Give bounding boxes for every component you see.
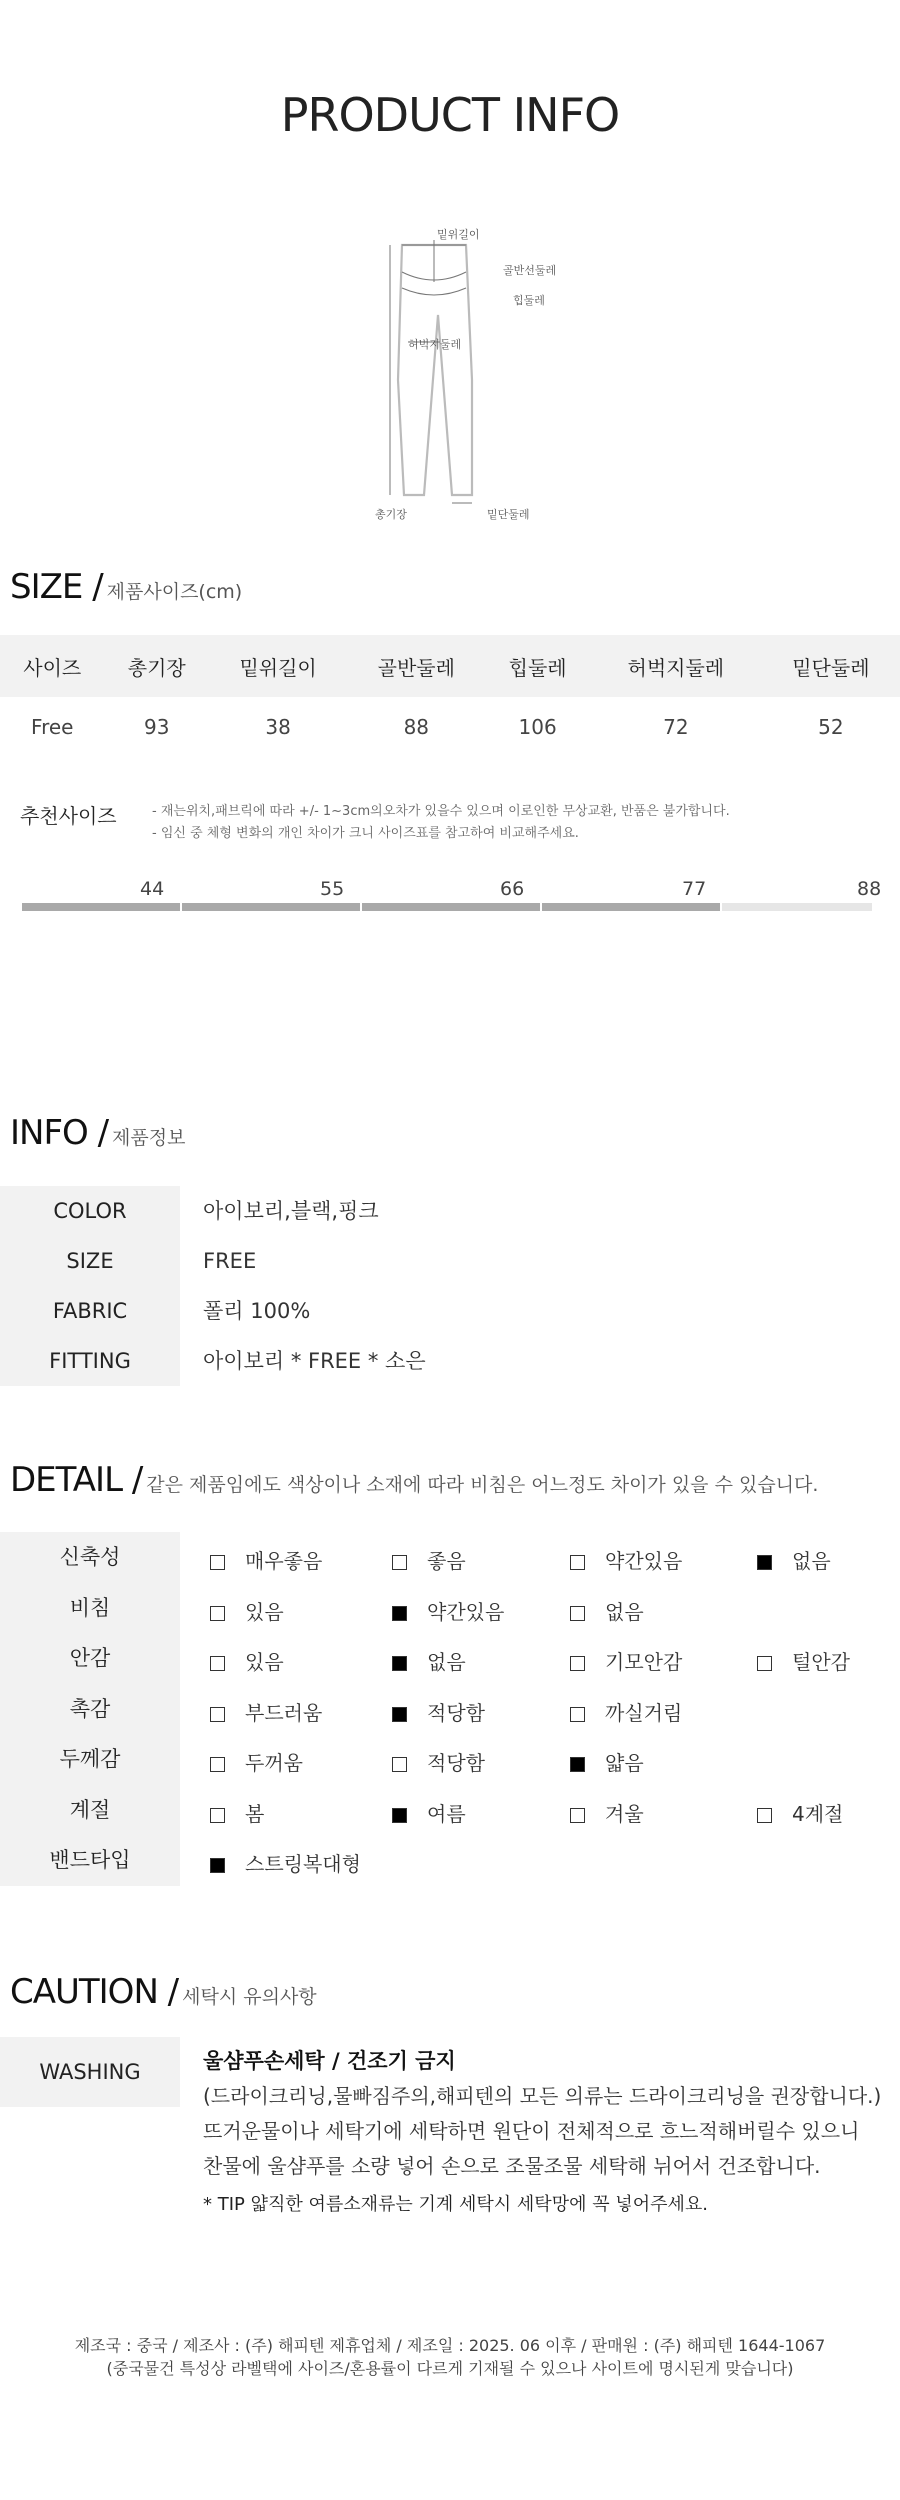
unchecked-box-icon: [570, 1808, 585, 1823]
detail-option-label: 겨울: [605, 1801, 644, 1826]
detail-key: 계절: [0, 1785, 180, 1836]
detail-option: [757, 1798, 843, 1827]
unchecked-box-icon: [210, 1606, 225, 1621]
detail-option-label: 약간있음: [427, 1599, 505, 1624]
detail-option: [210, 1747, 303, 1776]
washing-label: WASHING: [0, 2037, 180, 2107]
detail-option: [210, 1848, 361, 1877]
diagram-label-waist: 밑위길이: [437, 228, 480, 241]
detail-option: [570, 1747, 644, 1776]
detail-key: 비침: [0, 1583, 180, 1634]
size-cell: 38: [265, 715, 291, 739]
diagram-label-thigh: 허벅지둘레: [408, 338, 462, 351]
checked-box-icon: [757, 1555, 772, 1570]
detail-key: 촉감: [0, 1684, 180, 1735]
size-scale-label: 88: [857, 878, 882, 900]
info-row: [0, 1336, 900, 1386]
detail-option-label: 있음: [245, 1599, 284, 1624]
size-scale-label: 55: [320, 878, 345, 900]
info-key: COLOR: [0, 1186, 180, 1236]
info-value: 폴리 100%: [203, 1299, 311, 1323]
checked-box-icon: [570, 1757, 585, 1772]
checked-box-icon: [392, 1656, 407, 1671]
detail-key: 두께감: [0, 1734, 180, 1785]
detail-option: [570, 1697, 682, 1726]
unchecked-box-icon: [392, 1555, 407, 1570]
detail-option: [570, 1646, 682, 1675]
detail-option: [392, 1697, 485, 1726]
footer-manufacturer: 제조국 : 중국 / 제조사 : (주) 해피텐 제휴업체 / 제조일 : 2025. 06 이후 / 판매원 : (주) 해피텐 1644-1067: [74, 2336, 826, 2355]
unchecked-box-icon: [210, 1656, 225, 1671]
detail-option: [392, 1545, 466, 1574]
detail-option-label: 털안감: [792, 1650, 850, 1674]
size-header-cell: 밑단둘레: [762, 635, 900, 697]
size-header-cell: 밑위길이: [209, 635, 347, 697]
detail-option-label: 얇음: [605, 1751, 644, 1775]
size-cell: 93: [144, 715, 170, 739]
detail-option: [570, 1798, 644, 1827]
unchecked-box-icon: [392, 1757, 407, 1772]
detail-option-label: 없음: [605, 1599, 644, 1624]
detail-option: [570, 1596, 644, 1625]
checked-box-icon: [392, 1606, 407, 1621]
detail-option: [210, 1646, 284, 1675]
size-scale-label: 66: [500, 878, 525, 900]
detail-option-label: 두꺼움: [245, 1751, 303, 1775]
size-scale-segment: [362, 903, 540, 911]
detail-option-label: 스트링복대형: [245, 1852, 361, 1876]
detail-option: [210, 1596, 284, 1625]
caution-line-4: 찬물에 울샴푸를 소량 넣어 손으로 조물조물 세탁해 뉘어서 건조합니다.: [203, 2154, 821, 2178]
size-row: [0, 697, 900, 757]
detail-option-label: 봄: [245, 1801, 265, 1826]
footer-note: (중국물건 특성상 라벨택에 사이즈/혼용률이 다르게 기재될 수 있으나 사이트에 명시된게 맞습니다): [106, 2359, 794, 2378]
unchecked-box-icon: [757, 1808, 772, 1823]
info-value: FREE: [203, 1249, 257, 1273]
size-cell: 72: [663, 715, 689, 739]
detail-option-label: 기모안감: [605, 1650, 683, 1674]
size-header-cell: 허벅지둘레: [590, 635, 762, 697]
info-key: FITTING: [0, 1336, 180, 1386]
info-row: [0, 1186, 900, 1236]
detail-option-label: 좋음: [427, 1549, 466, 1573]
size-scale-segment: [22, 903, 180, 911]
caution-line-1: 울샴푸손세탁 / 건조기 금지: [203, 2049, 456, 2073]
size-cell: 106: [518, 715, 557, 739]
checked-box-icon: [210, 1858, 225, 1873]
detail-option: [210, 1545, 322, 1574]
unchecked-box-icon: [757, 1656, 772, 1671]
detail-option-label: 부드러움: [245, 1700, 323, 1725]
unchecked-box-icon: [570, 1707, 585, 1722]
detail-option: [757, 1545, 831, 1574]
detail-option: [210, 1697, 322, 1726]
unchecked-box-icon: [570, 1555, 585, 1570]
unchecked-box-icon: [210, 1555, 225, 1570]
detail-key: 밴드타입: [0, 1835, 180, 1886]
diagram-label-pelvis: 골반선둘레: [503, 264, 557, 277]
caution-line-3: 뜨거운물이나 세탁기에 세탁하면 원단이 전체적으로 흐느적해버릴수 있으니: [203, 2119, 860, 2143]
size-scale-segment: [182, 903, 360, 911]
info-row: [0, 1236, 900, 1286]
detail-option-label: 있음: [245, 1650, 284, 1674]
size-table: [0, 635, 900, 757]
diagram-label-length: 총기장: [375, 508, 407, 521]
caution-line-2: (드라이크리닝,물빠짐주의,해피텐의 모든 의류는 드라이크리닝을 권장합니다.): [203, 2084, 882, 2108]
detail-option: [392, 1798, 466, 1827]
detail-option-label: 까실거림: [605, 1700, 683, 1725]
page-title: PRODUCT INFO: [280, 88, 620, 142]
size-scale-segment: [542, 903, 720, 911]
size-cell: Free: [31, 715, 74, 739]
size-note-2: - 임신 중 체형 변화의 개인 차이가 크니 사이즈표를 참고하여 비교해주세요.: [152, 826, 579, 841]
diagram-label-hem: 밑단둘레: [487, 508, 530, 521]
recommend-size-label: 추천사이즈: [20, 804, 117, 828]
size-scale-label: 77: [682, 878, 707, 900]
size-cell: 52: [818, 715, 844, 739]
size-cell: 88: [403, 715, 430, 739]
detail-option-label: 없음: [792, 1549, 831, 1573]
unchecked-box-icon: [210, 1808, 225, 1823]
detail-option: [757, 1646, 850, 1675]
unchecked-box-icon: [210, 1757, 225, 1772]
unchecked-box-icon: [570, 1656, 585, 1671]
detail-option: [392, 1646, 466, 1675]
size-header-cell: 힙둘레: [485, 635, 590, 697]
detail-option-label: 매우좋음: [245, 1549, 323, 1573]
checked-box-icon: [392, 1808, 407, 1823]
detail-heading: DETAIL / 같은 제품임에도 색상이나 소재에 따라 비침은 어느정도 차이가 있을 수 있습니다.: [10, 1460, 819, 1500]
detail-option-label: 없음: [427, 1650, 466, 1674]
size-note-1: - 재는위치,패브릭에 따라 +/- 1~3cm의오차가 있을수 있으며 이로인한 무상교환, 반품은 불가합니다.: [152, 804, 730, 819]
detail-option-label: 적당함: [427, 1751, 485, 1775]
detail-option: [210, 1798, 264, 1827]
size-header-cell: 골반둘레: [347, 635, 485, 697]
detail-option: [392, 1596, 504, 1625]
unchecked-box-icon: [210, 1707, 225, 1722]
detail-key: 신축성: [0, 1532, 180, 1583]
info-key: FABRIC: [0, 1286, 180, 1336]
detail-key: 안감: [0, 1633, 180, 1684]
detail-option-label: 4계절: [792, 1801, 844, 1826]
detail-option-label: 약간있음: [605, 1549, 683, 1573]
info-row: [0, 1286, 900, 1336]
detail-option: [570, 1545, 682, 1574]
detail-option-label: 적당함: [427, 1700, 485, 1725]
size-scale-label: 44: [140, 878, 165, 900]
detail-option-label: 여름: [427, 1801, 466, 1826]
diagram-label-hip: 힙둘레: [513, 294, 545, 307]
caution-tip: * TIP 얇직한 여름소재류는 기계 세탁시 세탁망에 꼭 넣어주세요.: [203, 2194, 708, 2215]
size-header-cell: 총기장: [105, 635, 210, 697]
detail-option: [392, 1747, 485, 1776]
info-value: 아이보리 * FREE * 소은: [203, 1349, 426, 1373]
info-value: 아이보리,블랙,핑크: [203, 1199, 379, 1223]
caution-heading: CAUTION / 세탁시 유의사항: [10, 1972, 317, 2012]
size-heading: SIZE / 제품사이즈(cm): [10, 567, 243, 607]
unchecked-box-icon: [570, 1606, 585, 1621]
checked-box-icon: [392, 1707, 407, 1722]
info-key: SIZE: [0, 1236, 180, 1286]
info-heading: INFO / 제품정보: [10, 1113, 186, 1153]
size-scale-segment: [722, 903, 872, 911]
size-header-cell: 사이즈: [0, 635, 105, 697]
